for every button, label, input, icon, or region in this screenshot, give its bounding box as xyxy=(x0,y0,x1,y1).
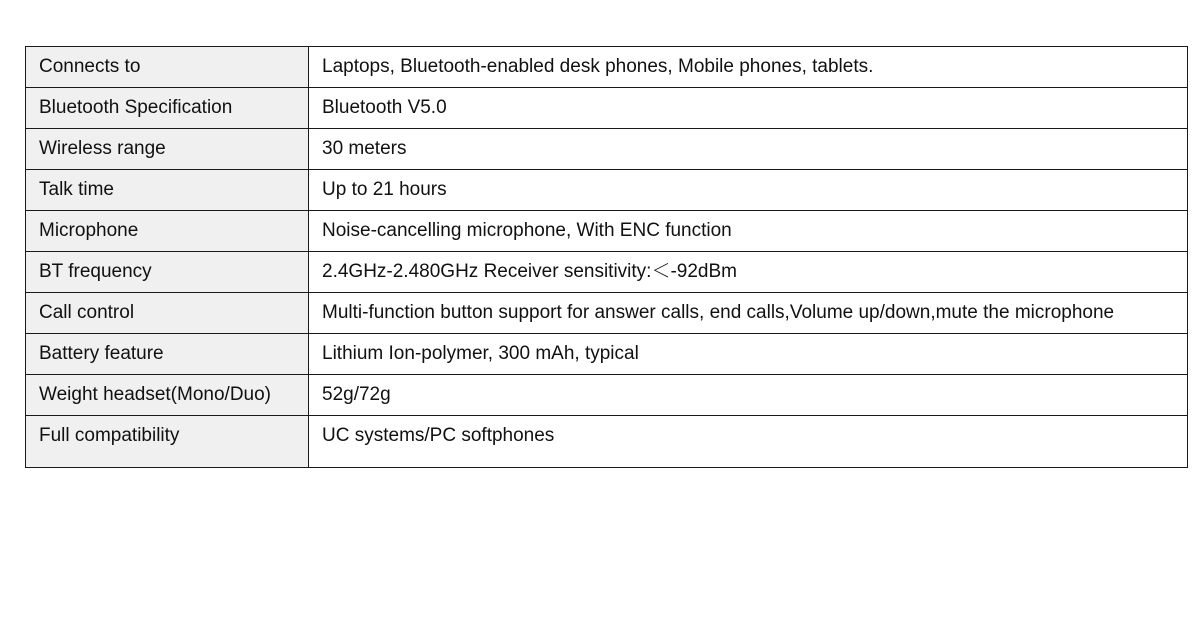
spec-value: 52g/72g xyxy=(309,375,1188,416)
table-row xyxy=(26,375,1188,416)
spec-label: Bluetooth Specification xyxy=(26,88,309,129)
spec-value: 30 meters xyxy=(309,129,1188,170)
spec-value: Noise-cancelling microphone, With ENC function xyxy=(309,211,1188,252)
table-row xyxy=(26,334,1188,375)
spec-value: Bluetooth V5.0 xyxy=(309,88,1188,129)
spec-table xyxy=(25,46,1188,468)
spec-label: Connects to xyxy=(26,47,309,88)
spec-label: Weight headset(Mono/Duo) xyxy=(26,375,309,416)
spec-value: 2.4GHz-2.480GHz Receiver sensitivity:＜-92dBm xyxy=(309,252,1188,293)
table-row xyxy=(26,416,1188,468)
table-row xyxy=(26,170,1188,211)
spec-label: Battery feature xyxy=(26,334,309,375)
spec-value: Lithium Ion-polymer, 300 mAh, typical xyxy=(309,334,1188,375)
table-row xyxy=(26,211,1188,252)
table-row xyxy=(26,293,1188,334)
spec-label: Full compatibility xyxy=(26,416,309,468)
table-row xyxy=(26,129,1188,170)
spec-label: Call control xyxy=(26,293,309,334)
spec-label: BT frequency xyxy=(26,252,309,293)
spec-value: UC systems/PC softphones xyxy=(309,416,1188,468)
spec-label: Microphone xyxy=(26,211,309,252)
spec-label: Talk time xyxy=(26,170,309,211)
spec-value: Multi-function button support for answer calls, end calls,Volume up/down,mute the microphone xyxy=(309,293,1188,334)
spec-value: Laptops, Bluetooth-enabled desk phones, Mobile phones, tablets. xyxy=(309,47,1188,88)
table-row xyxy=(26,252,1188,293)
spec-value: Up to 21 hours xyxy=(309,170,1188,211)
table-row xyxy=(26,47,1188,88)
table-row xyxy=(26,88,1188,129)
spec-label: Wireless range xyxy=(26,129,309,170)
